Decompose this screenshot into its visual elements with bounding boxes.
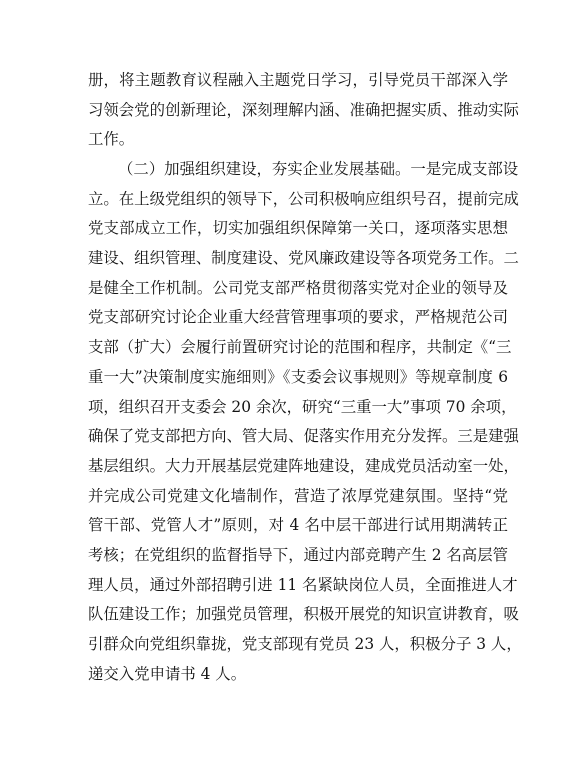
text-line: 递交入党申请书 4 人。 <box>88 664 247 683</box>
text-line: 管干部、党管人才”原则，对 4 名中层干部进行试用期满转正 <box>88 516 508 535</box>
text-line: 党支部研究讨论企业重大经营管理事项的要求，严格规范公司 <box>88 308 508 327</box>
text-line: 工作。 <box>88 130 135 149</box>
text-line: 基层组织。大力开展基层党建阵地建设，建成党员活动室一处， <box>88 456 519 475</box>
text-line: （二）加强组织建设，夯实企业发展基础。一是完成支部设 <box>118 160 519 178</box>
text-line: 重一大”决策制度实施细则》《支委会议事规则》等规章制度 6 <box>88 367 508 386</box>
text-line: 册，将主题教育议程融入主题党日学习，引导党员干部深入学 <box>88 71 508 89</box>
text-line: 引群众向党组织靠拢，党支部现有党员 23 人，积极分子 3 人， <box>88 635 522 653</box>
text-line: 是健全工作机制。公司党支部严格贯彻落实党对企业的领导及 <box>88 278 508 297</box>
text-line: 队伍建设工作；加强党员管理，积极开展党的知识宣讲教育，吸 <box>88 605 519 624</box>
text-line: 理人员，通过外部招聘引进 11 名紧缺岗位人员，全面推进人才 <box>88 575 518 594</box>
text-line: 建设、组织管理、制度建设、党风廉政建设等各项党务工作。二 <box>88 249 519 268</box>
paragraph-1 <box>88 66 519 155</box>
text-line: 并完成公司党建文化墙制作，营造了浓厚党建氛围。坚持“党 <box>88 486 508 505</box>
text-line: 考核；在党组织的监督指导下，通过内部竞聘产生 2 名高层管 <box>88 545 508 564</box>
text-line: 立。在上级党组织的领导下，公司积极响应组织号召，提前完成 <box>88 189 519 208</box>
text-line: 习领会党的创新理论，深刻理解内涵、准确把握实质、推动实际 <box>88 100 519 119</box>
paragraph-2 <box>88 155 522 689</box>
text-line: 确保了党支部把方向、管大局、促落实作用充分发挥。三是建强 <box>88 427 519 446</box>
text-line: 支部（扩大）会履行前置研究讨论的范围和程序，共制定《“三 <box>88 338 512 357</box>
text-line: 党支部成立工作，切实加强组织保障第一关口，逐项落实思想 <box>88 219 508 238</box>
text-line: 项，组织召开支委会 20 余次，研究“三重一大”事项 70 余项， <box>88 397 517 416</box>
